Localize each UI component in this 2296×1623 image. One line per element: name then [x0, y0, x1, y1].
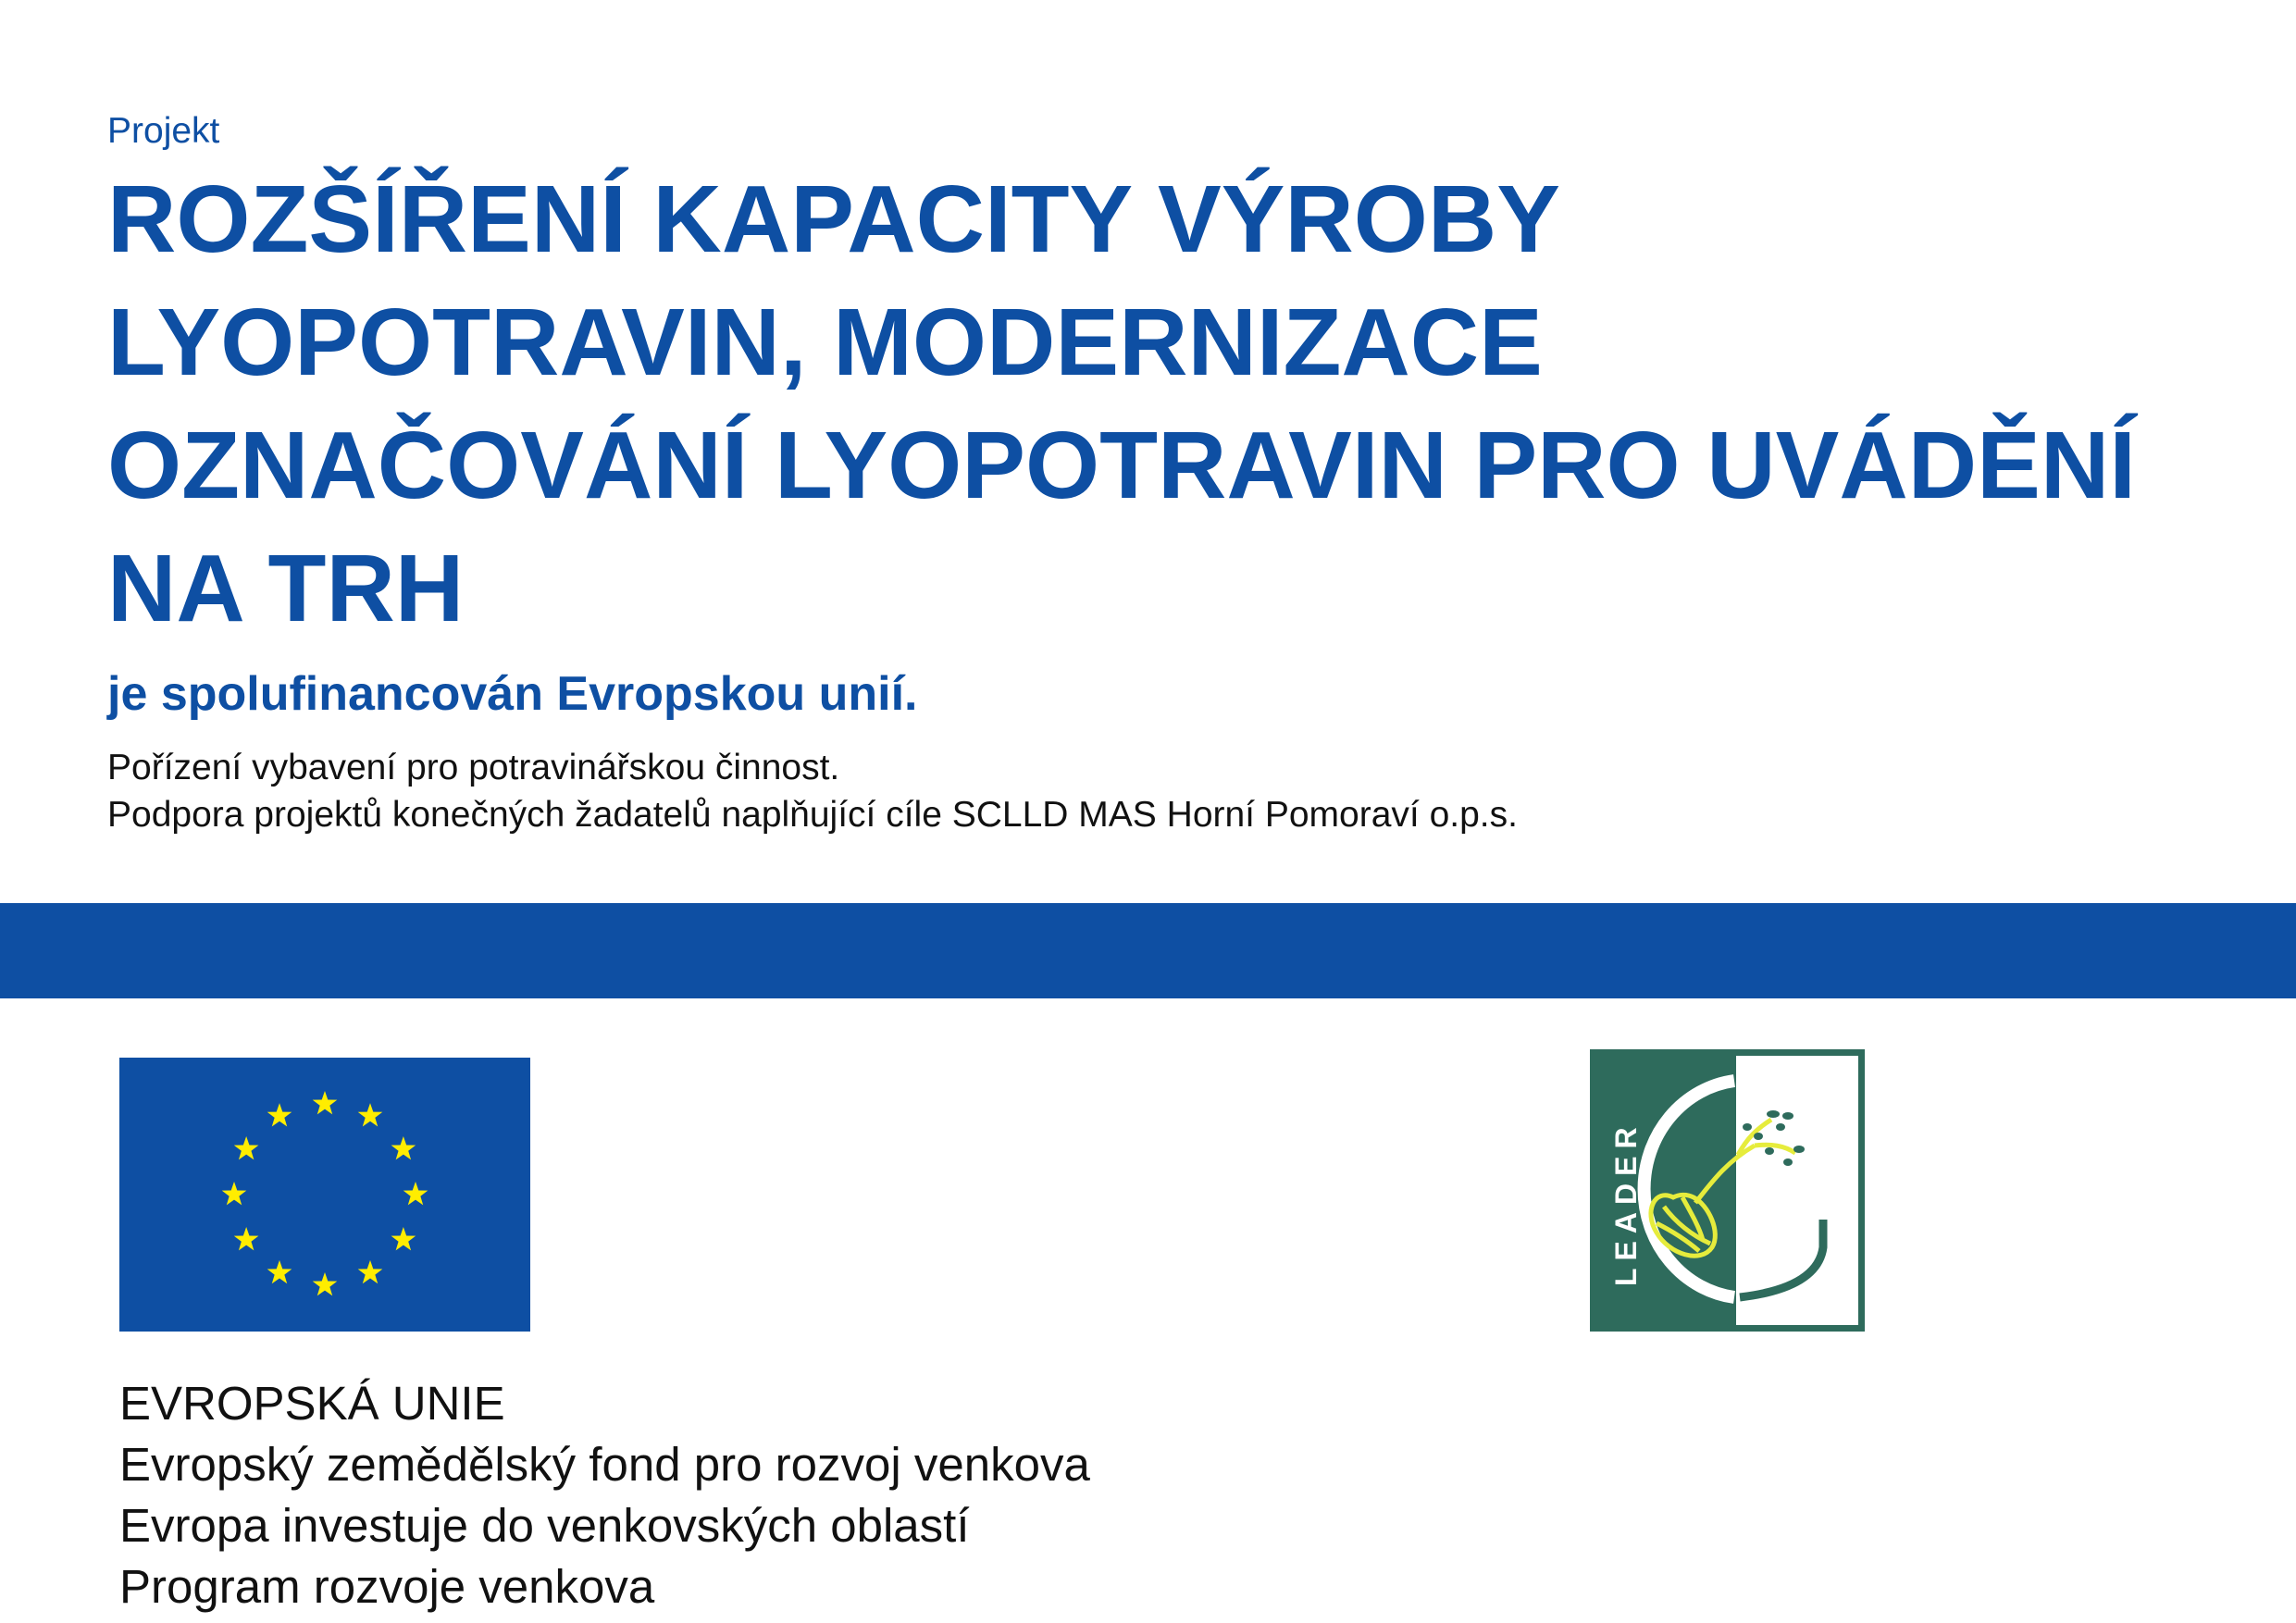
- project-title: [107, 157, 2254, 650]
- blue-divider-band: [0, 903, 2296, 998]
- description-line: Pořízení vybavení pro potravinářskou činnost.: [107, 748, 840, 787]
- footer-line: EVROPSKÁ UNIE: [119, 1377, 505, 1430]
- project-title-line: ROZŠÍŘENÍ KAPACITY VÝROBY: [107, 166, 1560, 272]
- project-title-line: LYOPOTRAVIN, MODERNIZACE: [107, 289, 1543, 395]
- eu-flag-icon: [119, 1058, 530, 1332]
- footer-line: Evropský zemědělský fond pro rozvoj venkova: [119, 1438, 1090, 1491]
- svg-text:LEADER: LEADER: [1609, 1120, 1643, 1286]
- description-line: Podpora projektů konečných žadatelů naplňující cíle SCLLD MAS Horní Pomoraví o.p.s.: [107, 795, 1518, 835]
- eu-funding-footer: [119, 1373, 1090, 1617]
- cofinanced-statement: je spolufinancován Evropskou unií.: [107, 667, 918, 721]
- project-title-line: OZNAČOVÁNÍ LYOPOTRAVIN PRO UVÁDĚNÍ: [107, 412, 2136, 518]
- project-title-line: NA TRH: [107, 535, 465, 641]
- footer-line: Program rozvoje venkova: [119, 1560, 655, 1613]
- leader-logo-icon: [1590, 1049, 1865, 1332]
- project-label: Projekt: [107, 111, 220, 151]
- footer-line: Evropa investuje do venkovských oblastí: [119, 1499, 970, 1552]
